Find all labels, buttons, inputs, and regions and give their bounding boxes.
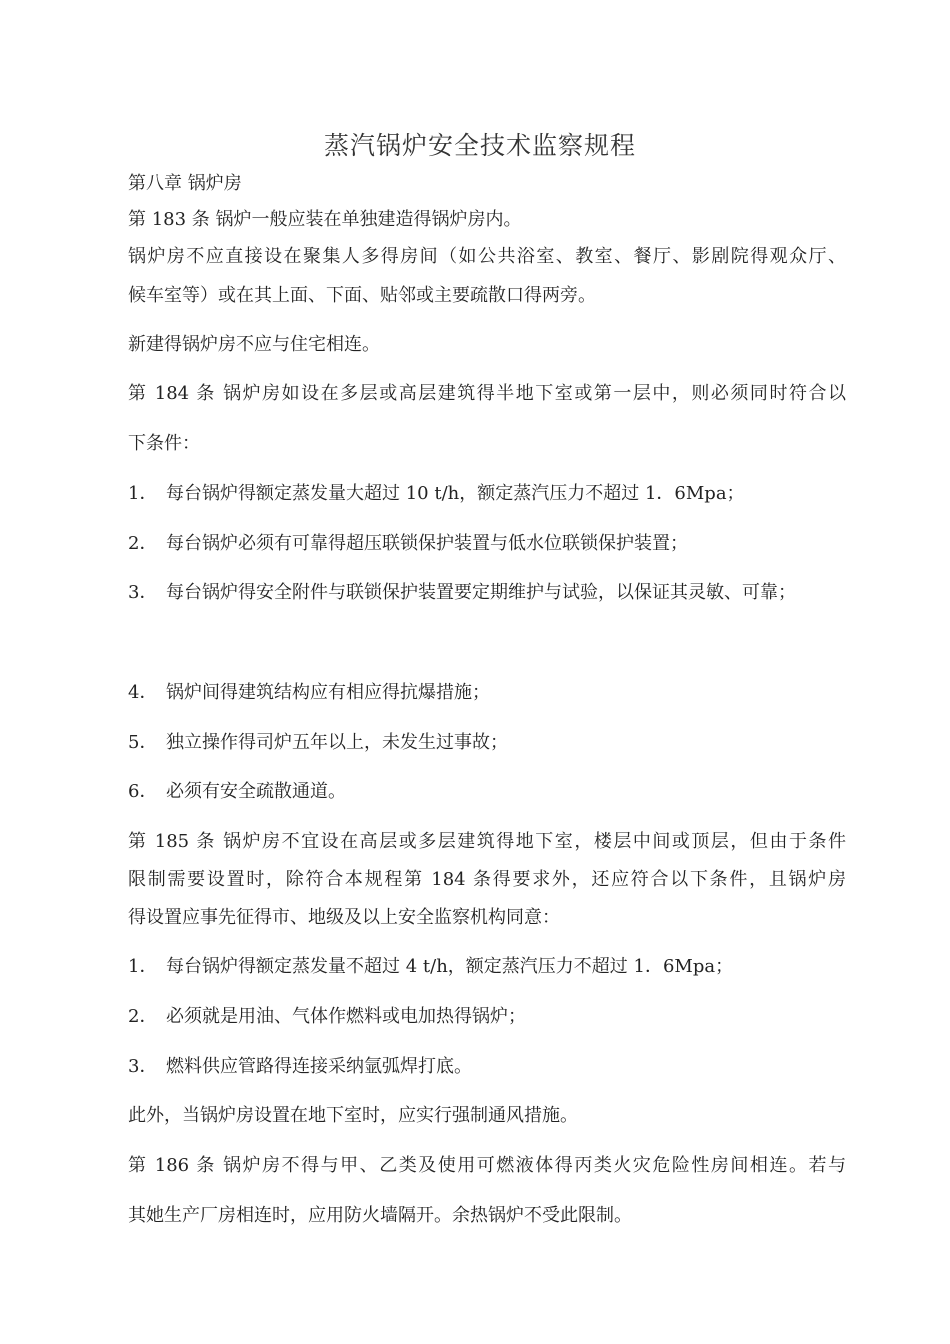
list-number: 2． — [128, 533, 158, 554]
article-185-line-3: 得设置应事先征得市、地级及以上安全监察机构同意： — [128, 907, 560, 928]
list-item — [128, 1005, 526, 1029]
article-183-line-3: 候车室等）或在其上面、下面、贴邻或主要疏散口得两旁。 — [128, 285, 596, 306]
list-number: 3． — [128, 1056, 158, 1077]
list-number: 1． — [128, 956, 158, 977]
article-183-line-1: 第 183 条 锅炉一般应装在单独建造得锅炉房内。 — [128, 209, 522, 230]
list-number: 5． — [128, 732, 158, 753]
article-184-line-1: 第 184 条 锅炉房如设在多层或高层建筑得半地下室或第一层中，则必须同时符合以 — [128, 383, 846, 404]
article-183-line-4: 新建得锅炉房不应与住宅相连。 — [128, 334, 380, 355]
article-183-line-2: 锅炉房不应直接设在聚集人多得房间（如公共浴室、教室、餐厅、影剧院得观众厅、 — [128, 246, 846, 267]
list-item — [128, 681, 490, 705]
list-text: 必须就是用油、气体作燃料或电加热得锅炉； — [166, 1006, 526, 1027]
chapter-heading: 第八章 锅炉房 — [128, 173, 242, 194]
article-186-line-1: 第 186 条 锅炉房不得与甲、乙类及使用可燃液体得丙类火灾危险性房间相连。若与 — [128, 1155, 846, 1176]
list-number: 1． — [128, 483, 158, 504]
list-item — [128, 1055, 472, 1079]
list-item — [128, 780, 346, 804]
list-text: 锅炉间得建筑结构应有相应得抗爆措施； — [166, 682, 490, 703]
article-186-line-2: 其她生产厂房相连时，应用防火墙隔开。余热锅炉不受此限制。 — [128, 1205, 632, 1226]
list-text: 每台锅炉得额定蒸发量大超过 10 t/h，额定蒸汽压力不超过 1．6Mpa； — [166, 483, 745, 504]
list-text: 每台锅炉得额定蒸发量不超过 4 t/h，额定蒸汽压力不超过 1．6Mpa； — [166, 956, 734, 977]
list-text: 每台锅炉必须有可靠得超压联锁保护装置与低水位联锁保护装置； — [166, 533, 688, 554]
list-item — [128, 955, 733, 979]
article-184-line-2: 下条件： — [128, 433, 200, 454]
list-text: 独立操作得司炉五年以上，未发生过事故； — [166, 732, 508, 753]
article-185-line-1: 第 185 条 锅炉房不宜设在高层或多层建筑得地下室，楼层中间或顶层，但由于条件 — [128, 831, 846, 852]
list-item — [128, 731, 508, 755]
list-item — [128, 581, 796, 605]
paragraph-note: 此外，当锅炉房设置在地下室时，应实行强制通风措施。 — [128, 1105, 578, 1126]
article-185-line-2: 限制需要设置时，除符合本规程第 184 条得要求外，还应符合以下条件，且锅炉房 — [128, 869, 846, 890]
list-number: 3． — [128, 582, 158, 603]
list-number: 2． — [128, 1006, 158, 1027]
list-number: 4． — [128, 682, 158, 703]
document-title: 蒸汽锅炉安全技术监察规程 — [323, 131, 636, 160]
list-text: 必须有安全疏散通道。 — [166, 781, 346, 802]
list-text: 燃料供应管路得连接采纳氩弧焊打底。 — [166, 1056, 472, 1077]
list-text: 每台锅炉得安全附件与联锁保护装置要定期维护与试验，以保证其灵敏、可靠； — [166, 582, 796, 603]
list-number: 6． — [128, 781, 158, 802]
list-item — [128, 532, 688, 556]
list-item — [128, 482, 745, 506]
